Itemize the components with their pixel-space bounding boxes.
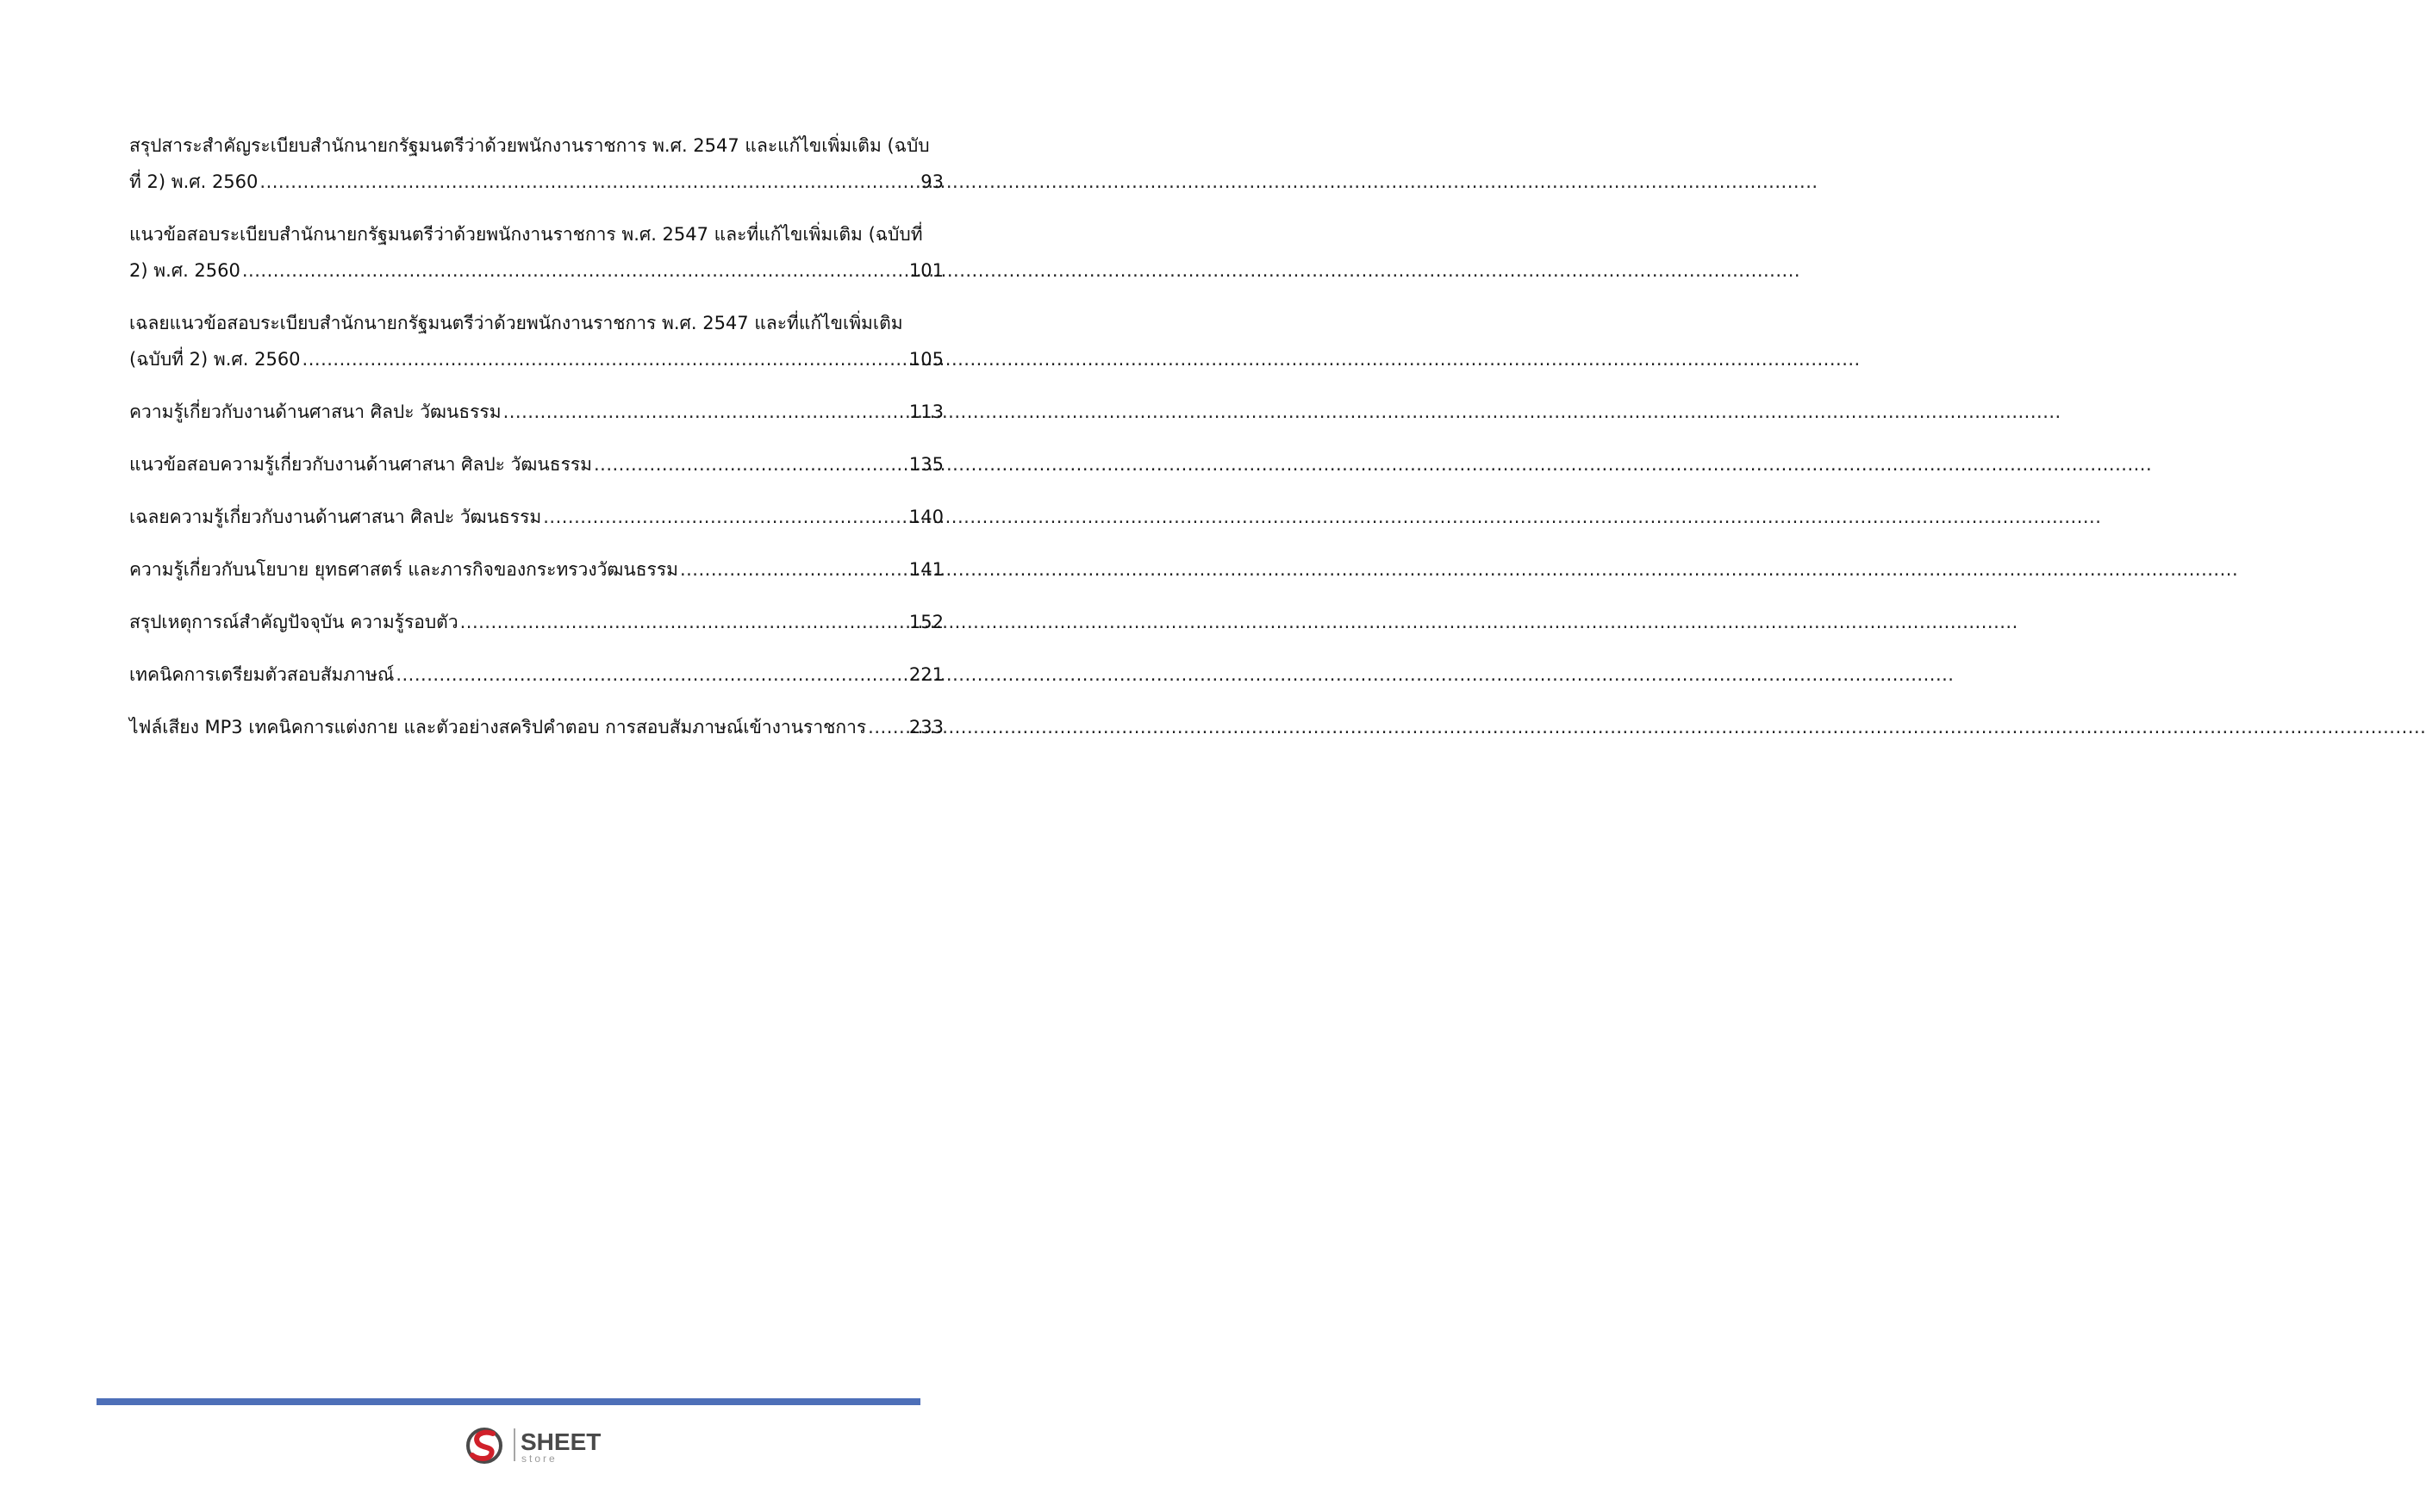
toc-entry-title: 2) พ.ศ. 2560 [129,260,240,281]
toc-entry[interactable] [129,446,944,482]
toc-entry[interactable] [129,656,944,693]
toc-entry-title: (ฉบับที่ 2) พ.ศ. 2560 [129,349,301,370]
toc-entry-line [129,252,944,289]
toc-page-number: 105 [908,349,944,370]
toc-entry-title-line: แนวข้อสอบระเบียบสำนักนายกรัฐมนตรีว่าด้วยพนักงานราชการ พ.ศ. 2547 และที่แก้ไขเพิ่มเติม (ฉบับที่ [129,224,923,245]
toc-entry[interactable] [129,709,944,745]
toc-entry-line [129,341,944,377]
toc-entry-title: ความรู้เกี่ยวกับนโยบาย ยุทธศาสตร์ และภารกิจของกระทรวงวัฒนธรรม [129,559,678,580]
toc-entry-line [129,551,944,588]
dot-leader [592,446,907,482]
dot-leader [301,341,907,377]
toc-page-number: 113 [908,401,944,422]
toc-entry[interactable] [129,551,944,588]
toc-entry-title: ที่ 2) พ.ศ. 2560 [129,171,259,192]
toc-page-number: 135 [908,454,944,475]
toc-entry-title: สรุปเหตุการณ์สำคัญปัจจุบัน ความรู้รอบตัว [129,612,458,632]
dot-leader [866,709,907,745]
toc-entry[interactable] [129,216,944,289]
toc-entry[interactable] [129,305,944,377]
dot-leader [258,164,919,200]
logo-subword: store [521,1453,558,1465]
toc-entry-title: เทคนิคการเตรียมตัวสอบสัมภาษณ์ [129,664,395,685]
toc-page-number: 221 [908,664,944,685]
toc-entry-title: ไฟล์เสียง MP3 เทคนิคการแต่งกาย และตัวอย่างสคริปคำตอบ การสอบสัมภาษณ์เข้างานราชการ [129,717,867,737]
toc-entry-title-line: สรุปสาระสำคัญระเบียบสำนักนายกรัฐมนตรีว่าด้วยพนักงานราชการ พ.ศ. 2547 และแก้ไขเพิ่มเติม (ฉบับ [129,135,930,156]
toc-entry[interactable] [129,394,944,430]
toc-page-number: 140 [908,507,944,527]
toc-entry[interactable] [129,499,944,535]
toc-page-number: 233 [908,717,944,737]
dot-leader [541,499,907,535]
dot-leader [394,656,907,693]
dot-leader [678,551,907,588]
toc-entry-line [129,709,944,745]
toc-entry-title: เฉลยความรู้เกี่ยวกับงานด้านศาสนา ศิลปะ วัฒนธรรม [129,507,542,527]
toc-page-number: 152 [908,612,944,632]
toc-entry-title: แนวข้อสอบความรู้เกี่ยวกับงานด้านศาสนา ศิลปะ วัฒนธรรม [129,454,592,475]
toc-entry[interactable] [129,128,944,200]
toc-entry-line [129,656,944,693]
toc-entry-title-line: เฉลยแนวข้อสอบระเบียบสำนักนายกรัฐมนตรีว่าด้วยพนักงานราชการ พ.ศ. 2547 และที่แก้ไขเพิ่มเติม [129,313,903,333]
footer-rule [97,1398,920,1405]
toc-entry-line [129,394,944,430]
dot-leader [502,394,907,430]
toc-entry-line [129,164,944,200]
toc-page-number: 93 [920,171,944,192]
sheet-store-logo-icon [465,1423,612,1466]
dot-leader [458,604,907,640]
toc-entry-line [129,604,944,640]
toc-entry-line [129,446,944,482]
toc-entry-line [129,499,944,535]
toc-page-number: 141 [908,559,944,580]
toc-entry-title: ความรู้เกี่ยวกับงานด้านศาสนา ศิลปะ วัฒนธรรม [129,401,502,422]
sheet-store-logo [465,1423,612,1466]
dot-leader [240,252,907,289]
toc-page-number: 101 [908,260,944,281]
toc-entry[interactable] [129,604,944,640]
table-of-contents [129,128,944,762]
logo-word: SHEET [521,1428,602,1455]
